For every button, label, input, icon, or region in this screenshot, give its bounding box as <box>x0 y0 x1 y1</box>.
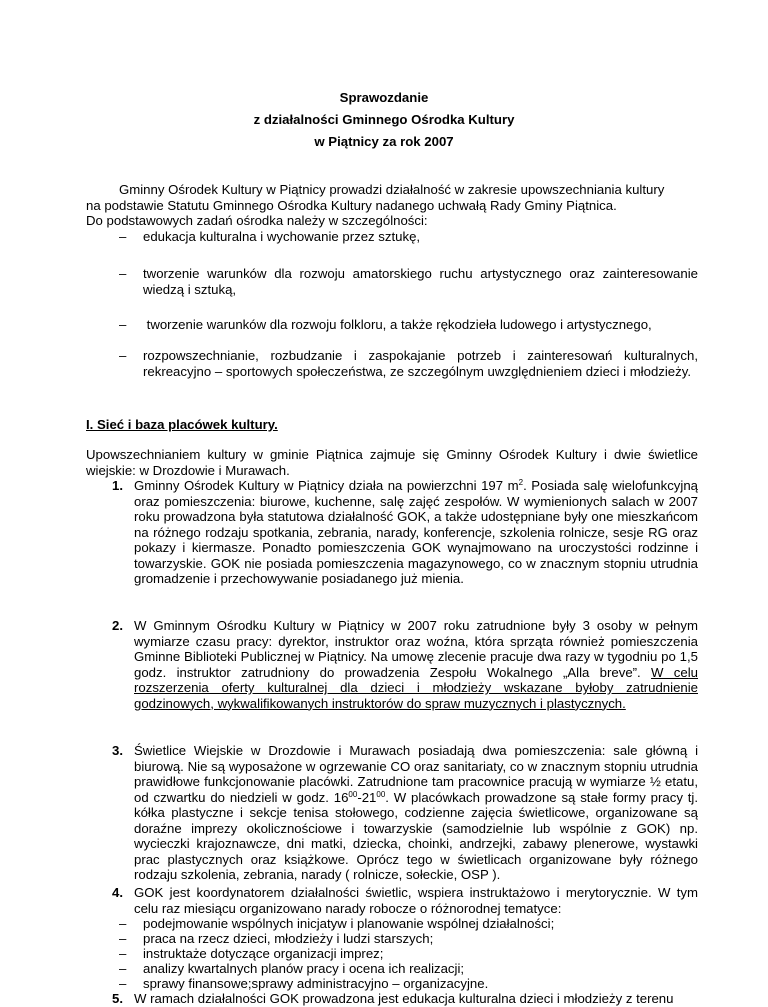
intro-bullet-2: tworzenie warunków dla rozwoju amatorskiego ruchu artystycznego oraz zainteresowanie wiedzą i sztuką, <box>143 266 698 297</box>
item-4-number: 4. <box>112 885 123 900</box>
item-3-number: 3. <box>112 743 123 758</box>
item-2-number: 2. <box>112 618 123 633</box>
bullet-dash: – <box>119 348 127 363</box>
document-title-line-3: w Piątnicy za rok 2007 <box>314 134 454 149</box>
item-5-text: W ramach działalności GOK prowadzona jest edukacja kulturalna dzieci i młodzieży z terenu <box>134 991 674 1006</box>
document-title-line-1: Sprawozdanie <box>339 90 429 105</box>
item-4-bullet-4: analizy kwartalnych planów pracy i ocena ich realizacji; <box>143 961 465 976</box>
bullet-dash: – <box>119 931 127 946</box>
bullet-dash: – <box>119 266 127 281</box>
item-4-text: GOK jest koordynatorem działalności świetlic, wspiera instruktażowo i merytorycznie. W tym celu raz miesiącu organizowano narady robocze o różnorodnej tematyce: <box>134 885 698 916</box>
intro-line-3: Do podstawowych zadań ośrodka należy w szczególności: <box>86 213 428 228</box>
intro-bullet-4: rozpowszechnianie, rozbudzanie i zaspokajanie potrzeb i zainteresowań kulturalnych, rekreacyjno – sportowych społeczeństwa, ze szczególnym uwzględnieniem dzieci i młodzieży. <box>143 348 698 379</box>
bullet-dash: – <box>119 916 127 931</box>
bullet-dash: – <box>119 976 127 991</box>
item-5-number: 5. <box>112 991 123 1006</box>
intro-bullet-1: edukacja kulturalna i wychowanie przez sztukę, <box>143 229 421 244</box>
intro-paragraph <box>86 182 706 229</box>
item-4-bullet-2: praca na rzecz dzieci, młodzieży i ludzi starszych; <box>143 931 434 946</box>
document-title-line-2: z działalności Gminnego Ośrodka Kultury <box>253 112 515 127</box>
bullet-dash: – <box>119 946 127 961</box>
bullet-dash: – <box>119 317 127 332</box>
bullet-dash: – <box>119 229 127 244</box>
intro-line-1: Gminny Ośrodek Kultury w Piątnicy prowadzi działalność w zakresie upowszechniania kultury <box>119 182 665 197</box>
bullet-dash: – <box>119 961 127 976</box>
item-4-bullet-3: instruktaże dotyczące organizacji imprez; <box>143 946 384 961</box>
item-4-bullet-5: sprawy finansowe;sprawy administracyjno – organizacyjne. <box>143 976 489 991</box>
item-3-text: Świetlice Wiejskie w Drozdowie i Murawach posiadają dwa pomieszczenia: sale główną i biurową. Nie są wyposażone w ogrzewanie CO oraz sanitariaty, co w znacznym stopniu utrudnia prawidłowe funkcjonowanie placówki. Zatrudnione tam pracownice pracują w wymiarze ½ etatu, od czwartku do niedzieli w godz. $16^{00}-21^{00}$. W placówkach prowadzone są stałe formy pracy tj. kółka plastyczne i sekcje tenisa stołowego, codzienne zajęcia świetlicowe, organizowane są doraźne imprezy okolicznościowe i towarzyskie (samodzielnie lub wspólnie z GOK) np. wycieczki krajoznawcze, dni matki, dziecka, choinki, andrzejki, zabawy plenerowe, wystawki prac plastycznych oraz książkowe. Oprócz tego w świetlicach organizowane były różnego rodzaju szkolenia, zebrania, narady ( rolnicze, sołeckie, OSP ). <box>134 743 699 882</box>
item-2-underlined-text: W celu rozszerzenia oferty kulturalnej dla dzieci i młodzieży wskazane byłoby zatrudnienie godzinowych, wykwalifikowanych instruktorów do spraw muzycznych i plastycznych. <box>134 664 699 711</box>
item-4-bullet-1: podejmowanie wspólnych inicjatyw i planowanie wspólnej działalności; <box>143 916 555 931</box>
intro-line-2: na podstawie Statutu Gminnego Ośrodka Kultury nadanego uchwałą Rady Gminy Piątnica. <box>86 197 617 213</box>
section-1-heading: I. Sieć i baza placówek kultury. <box>86 417 278 432</box>
item-2-text: W Gminnym Ośrodku Kultury w Piątnicy w 2007 roku zatrudnione były 3 osoby w pełnym wymiarze czasu pracy: dyrektor, instruktor oraz woźna, która sprząta również pomieszczenia Gminne Biblioteki Publicznej w Piątnicy. Na umowę zlecenie pracuje dwa razy w tygodniu po 1,5 godz. instruktor zatrudniony do prowadzenia Zespołu Wokalnego „Alla breve”. W celu rozszerzenia oferty kulturalnej dla dzieci i młodzieży wskazane byłoby zatrudnienie godzinowych, wykwalifikowanych instruktorów do spraw muzycznych i plastycznych. <box>134 618 699 711</box>
intro-bullet-3: tworzenie warunków dla rozwoju folkloru, a także rękodzieła ludowego i artystycznego, <box>143 317 652 332</box>
item-1-number: 1. <box>112 478 123 493</box>
item-1-text: Gminny Ośrodek Kultury w Piątnicy działa na powierzchni 197 $m^2$. Posiada salę wielofunkcyjną oraz pomieszczenia: biurowe, kuchenne, salę zajęć zespołów. W wymienionych salach w 2007 roku prowadzona była statutowa działalność GOK, a także udostępniane były one mieszkańcom na różnego rodzaju spotkania, zebrania, narady, konferencje, szkolenia rolnicze, sesje RG oraz pokazy i kiermasze. Ponadto pomieszczenia GOK wynajmowano na uroczystości rodzinne i towarzyskie. GOK nie posiada pomieszczenia magazynowego, co w znacznym stopniu utrudnia gromadzenie i przechowywanie posiadanego już mienia. <box>134 478 698 586</box>
section-1-intro: Upowszechnianiem kultury w gminie Piątnica zajmuje się Gminny Ośrodek Kultury i dwie świetlice wiejskie: w Drozdowie i Murawach. <box>86 447 698 478</box>
